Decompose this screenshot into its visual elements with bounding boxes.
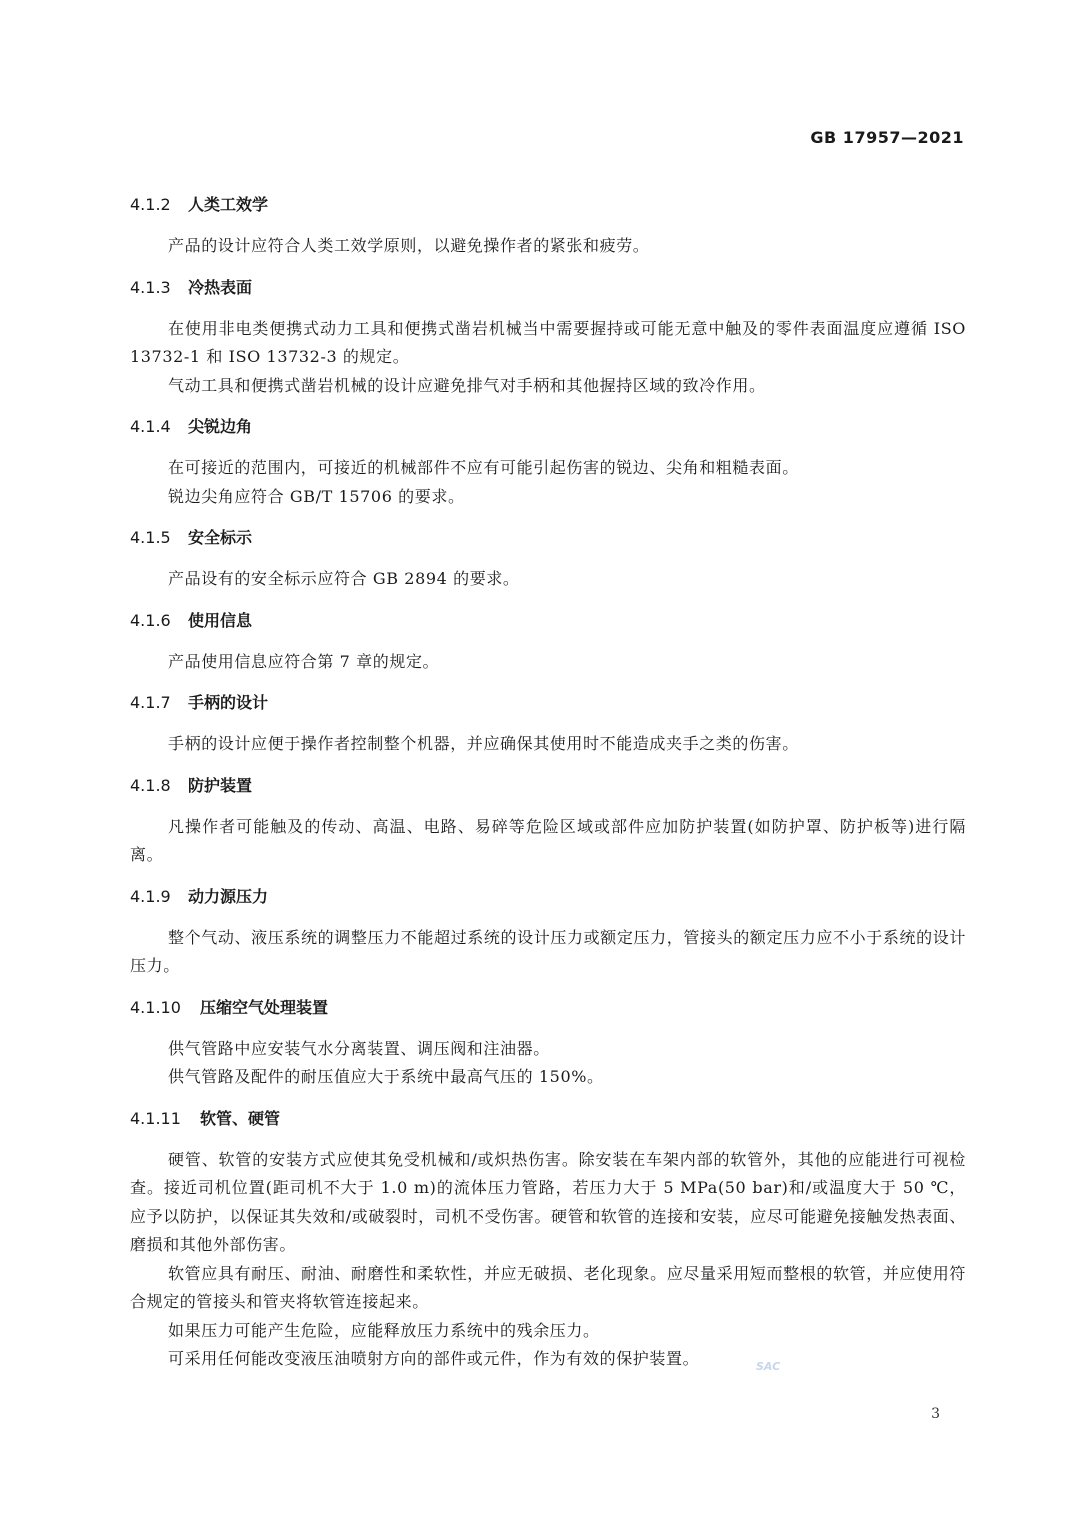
section-heading bbox=[130, 882, 966, 912]
paragraph: 在使用非电类便携式动力工具和便携式凿岩机械当中需要握持或可能无意中触及的零件表面温度应遵循 ISO 13732-1 和 ISO 13732-3 的规定。 bbox=[130, 318, 966, 366]
section-4-1-3 bbox=[130, 273, 966, 401]
section-4-1-8 bbox=[130, 771, 966, 870]
section-4-1-11 bbox=[130, 1104, 966, 1374]
paragraph: 产品使用信息应符合第 7 章的规定。 bbox=[168, 651, 440, 671]
paragraph: 软管应具有耐压、耐油、耐磨性和柔软性，并应无破损、老化现象。应尽量采用短而整根的软管，并应使用符合规定的管接头和管夹将软管连接起来。 bbox=[130, 1263, 966, 1311]
paragraph: 锐边尖角应符合 GB/T 15706 的要求。 bbox=[168, 486, 465, 506]
section-heading bbox=[130, 273, 966, 303]
paragraph: 供气管路中应安装气水分离装置、调压阀和注油器。 bbox=[168, 1038, 550, 1058]
section-heading bbox=[130, 190, 966, 220]
paragraph: 产品设有的安全标示应符合 GB 2894 的要求。 bbox=[168, 569, 520, 588]
section-4-1-6 bbox=[130, 606, 966, 677]
section-number: 4.1.6 bbox=[130, 610, 171, 630]
section-4-1-10 bbox=[130, 993, 966, 1092]
section-number: 4.1.4 bbox=[130, 417, 171, 436]
page-number: 3 bbox=[931, 1406, 940, 1422]
section-number: 4.1.9 bbox=[130, 886, 171, 906]
section-title: 人类工效学 bbox=[188, 195, 269, 214]
section-title: 手柄的设计 bbox=[188, 693, 269, 712]
section-title: 使用信息 bbox=[188, 610, 253, 630]
section-number: 4.1.11 bbox=[130, 1108, 181, 1128]
section-4-1-7 bbox=[130, 688, 966, 759]
section-heading bbox=[130, 606, 966, 636]
section-number: 4.1.10 bbox=[130, 997, 181, 1017]
standard-number: GB 17957—2021 bbox=[810, 128, 964, 147]
section-title: 冷热表面 bbox=[188, 277, 253, 297]
paragraph: 凡操作者可能触及的传动、高温、电路、易碎等危险区域或部件应加防护装置(如防护罩、防护板等)进行隔离。 bbox=[130, 816, 966, 864]
section-4-1-4 bbox=[130, 412, 966, 511]
section-heading bbox=[130, 523, 966, 553]
paragraph: 产品的设计应符合人类工效学原则，以避免操作者的紧张和疲劳。 bbox=[168, 236, 650, 255]
section-title: 安全标示 bbox=[188, 528, 253, 547]
paragraph: 在可接近的范围内，可接近的机械部件不应有可能引起伤害的锐边、尖角和粗糙表面。 bbox=[168, 458, 799, 477]
section-number: 4.1.8 bbox=[130, 775, 171, 795]
paragraph: 如果压力可能产生危险，应能释放压力系统中的残余压力。 bbox=[168, 1320, 600, 1340]
sac-watermark-logo: SAC bbox=[756, 1360, 781, 1373]
paragraph: 整个气动、液压系统的调整压力不能超过系统的设计压力或额定压力，管接头的额定压力应不小于系统的设计压力。 bbox=[130, 927, 966, 975]
paragraph: 硬管、软管的安装方式应使其免受机械和/或炽热伤害。除安装在车架内部的软管外，其他的应能进行可视检查。接近司机位置(距司机不大于 1.0 m)的流体压力管路，若压力大于 5 MPa(50 bar)和/或温度大于 50 ℃，应予以防护，以保证其失效和/或破裂时，司机不受伤害。硬管和软管的连接和安装，应尽可能避免接触发热表面、磨损和其他外部伤害。 bbox=[130, 1149, 966, 1254]
paragraph: 手柄的设计应便于操作者控制整个机器，并应确保其使用时不能造成夹手之类的伤害。 bbox=[168, 734, 799, 753]
section-heading bbox=[130, 771, 966, 801]
section-number: 4.1.3 bbox=[130, 277, 171, 297]
section-number: 4.1.5 bbox=[130, 528, 171, 547]
section-heading bbox=[130, 1104, 966, 1134]
paragraph: 可采用任何能改变液压油喷射方向的部件或元件，作为有效的保护装置。 bbox=[168, 1349, 700, 1368]
section-title: 压缩空气处理装置 bbox=[200, 997, 329, 1017]
paragraph: 气动工具和便携式凿岩机械的设计应避免排气对手柄和其他握持区域的致冷作用。 bbox=[168, 375, 766, 395]
section-number: 4.1.7 bbox=[130, 693, 171, 712]
section-title: 尖锐边角 bbox=[188, 417, 253, 436]
section-number: 4.1.2 bbox=[130, 195, 171, 214]
section-heading bbox=[130, 688, 966, 718]
document-body bbox=[130, 190, 966, 1386]
section-heading bbox=[130, 412, 966, 442]
section-4-1-9 bbox=[130, 882, 966, 981]
paragraph: 供气管路及配件的耐压值应大于系统中最高气压的 150%。 bbox=[168, 1067, 604, 1086]
section-title: 软管、硬管 bbox=[200, 1108, 281, 1128]
section-heading bbox=[130, 993, 966, 1023]
section-title: 动力源压力 bbox=[188, 886, 269, 906]
section-4-1-5 bbox=[130, 523, 966, 594]
section-4-1-2 bbox=[130, 190, 966, 261]
section-title: 防护装置 bbox=[188, 775, 253, 795]
